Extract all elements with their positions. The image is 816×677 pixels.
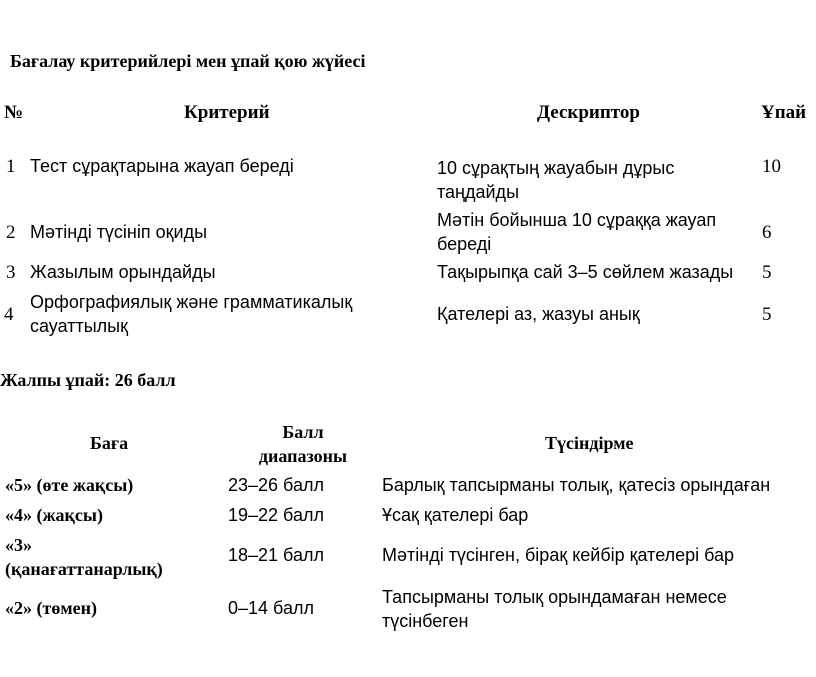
criteria-row-criterion: Тест сұрақтарына жауап береді <box>30 156 294 176</box>
criteria-row-score: 5 <box>762 304 772 325</box>
grade-header-range: Балл диапазоны <box>258 422 348 466</box>
grade-row-explanation: Мәтінді түсінген, бірақ кейбір қателері бар <box>382 545 735 565</box>
total-score: Жалпы ұпай: 26 балл <box>0 370 176 390</box>
grade-row-range: 0–14 балл <box>228 598 314 618</box>
criteria-row-score: 10 <box>762 156 781 177</box>
criteria-row-num: 3 <box>6 262 16 283</box>
criteria-header-criterion: Критерий <box>184 102 270 123</box>
criteria-row-score: 5 <box>762 262 772 283</box>
criteria-header-num: № <box>4 102 24 123</box>
grade-row-range: 23–26 балл <box>228 475 324 495</box>
grade-row-grade: «2» (төмен) <box>5 598 97 618</box>
criteria-row-descriptor: Тақырыпқа сай 3–5 сөйлем жазады <box>437 262 734 282</box>
criteria-row-descriptor: Мәтін бойынша 10 сұраққа жауап береді <box>437 210 717 254</box>
grade-row-grade: «3» (қанағаттанарлық) <box>5 535 163 579</box>
grade-row-explanation: Барлық тапсырманы толық, қатесіз орындаған <box>382 475 771 495</box>
criteria-row-num: 4 <box>4 304 14 325</box>
grade-row-explanation: Ұсақ қателері бар <box>382 505 529 525</box>
grade-header-grade: Баға <box>90 433 129 453</box>
grade-row-explanation: Тапсырманы толық орындамаған немесе түсінбеген <box>382 587 727 631</box>
grade-row-range: 18–21 балл <box>228 545 324 565</box>
grade-row-range: 19–22 балл <box>228 505 324 525</box>
criteria-row-criterion: Жазылым орындайды <box>30 262 216 282</box>
criteria-row-num: 2 <box>6 222 16 243</box>
grade-row-grade: «5» (өте жақсы) <box>5 475 134 495</box>
criteria-row-criterion: Мәтінді түсініп оқиды <box>30 222 208 242</box>
grade-header-explanation: Түсіндірме <box>545 433 634 453</box>
criteria-row-num: 1 <box>6 156 16 177</box>
grade-row-grade: «4» (жақсы) <box>5 505 103 525</box>
criteria-row-descriptor: 10 сұрақтың жауабын дұрыс таңдайды <box>437 158 675 202</box>
criteria-row-criterion: Орфографиялық және грамматикалық сауаттылық <box>30 292 353 336</box>
criteria-row-score: 6 <box>762 222 772 243</box>
criteria-row-descriptor: Қателері аз, жазуы анық <box>437 304 640 324</box>
criteria-header-score: Ұпай <box>761 102 807 123</box>
page-title: Бағалау критерийлері мен ұпай қою жүйесі <box>10 51 366 71</box>
criteria-header-descriptor: Дескриптор <box>537 102 640 123</box>
